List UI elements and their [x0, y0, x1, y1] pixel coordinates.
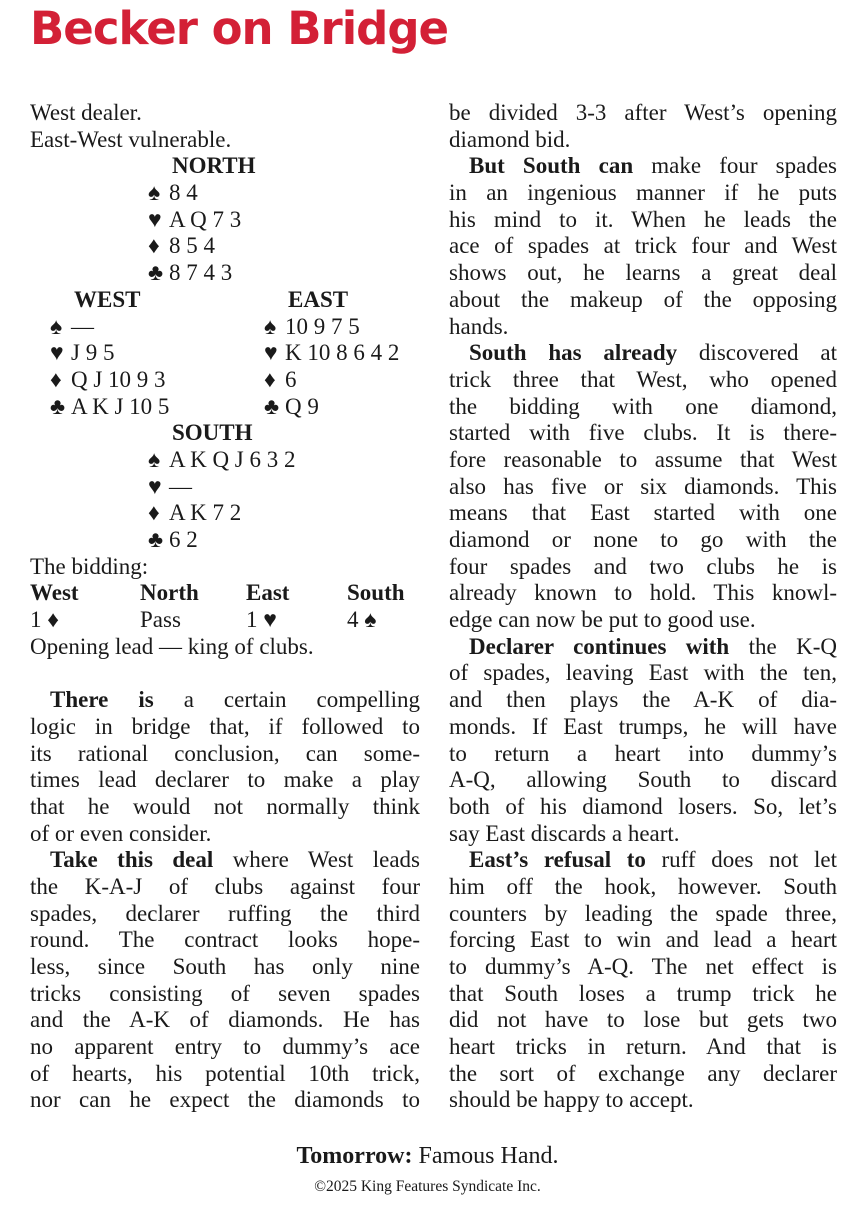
- west-spades: ♠ —: [50, 313, 94, 339]
- diamond-icon: ♦: [148, 233, 160, 259]
- tomorrow-label: Tomorrow:: [296, 1143, 413, 1169]
- bidding-label: The bidding:: [30, 553, 149, 579]
- bid-east: 1 ♥: [246, 607, 277, 633]
- south-label: SOUTH: [172, 420, 253, 446]
- left-column: [30, 100, 420, 1114]
- article-paragraph-6: East’s refusal to ruff does not let him off the hook, however. South counters by leading the spade three, forcing East to win and lead a heart to dummy’s A-Q. The net effect is that South loses a trump trick he did not have to lose but gets two heart tricks in return. And that is the sort of exchange any declarer should be happy to accept.: [449, 847, 837, 1113]
- article-paragraph-2: Take this deal where West leads the K-A-J of clubs against four spades, declarer ruffing the third round. The contract looks hope- less, since South has only nine tricks consisting of seven spades and the A-K of diamonds. He has no apparent entry to dummy’s ace of hearts, his potential 10th trick, nor can he expect the diamonds to: [30, 847, 420, 1113]
- spade-icon: ♠: [148, 180, 161, 206]
- west-hearts: ♥ J 9 5: [50, 340, 115, 366]
- club-icon: ♣: [148, 260, 164, 286]
- bidding-header-east: East: [246, 580, 290, 606]
- vulnerability-text: East-West vulnerable.: [30, 126, 232, 152]
- article-paragraph-1: There is a certain compelling logic in bridge that, if followed to its rational conclusion, can some- times lead declarer to make a play that he would not normally think of or even consider.: [30, 687, 420, 846]
- article-paragraph-5: Declarer continues with the K-Q of spades, leaving East with the ten, and then plays the A-K of dia- monds. If East trumps, he will have to return a heart into dummy’s A-Q, allowing South to discard both of his diamond losers. So, let’s say East discards a heart.: [449, 633, 837, 846]
- bid-west: 1 ♦: [30, 607, 59, 633]
- bidding-header-west: West: [30, 580, 79, 606]
- column-title: Becker on Bridge: [30, 2, 449, 55]
- heart-icon: ♥: [148, 206, 162, 232]
- deal-diagram: [30, 153, 420, 553]
- diamond-icon: ♦: [50, 366, 62, 392]
- tomorrow-text: Famous Hand.: [412, 1143, 559, 1169]
- south-hearts: ♥ —: [148, 473, 192, 499]
- north-spades: ♠ 8 4: [148, 180, 198, 206]
- opening-lead: Opening lead — king of clubs.: [30, 633, 314, 659]
- article-paragraph-2-continued: be divided 3-3 after West’s opening diamond bid.: [449, 100, 837, 152]
- heart-icon: ♥: [264, 340, 278, 366]
- spade-icon: ♠: [148, 446, 161, 472]
- right-column: [449, 100, 837, 1114]
- dealer-text: West dealer.: [30, 100, 142, 125]
- copyright-notice: ©2025 King Features Syndicate Inc.: [314, 1178, 541, 1195]
- east-clubs: ♣ Q 9: [264, 393, 319, 419]
- bid-north: Pass: [140, 607, 181, 633]
- west-diamonds: ♦ Q J 10 9 3: [50, 366, 166, 392]
- north-diamonds: ♦ 8 5 4: [148, 233, 215, 259]
- diamond-icon: ♦: [148, 500, 160, 526]
- club-icon: ♣: [148, 527, 164, 552]
- tomorrow-teaser: [0, 1143, 855, 1170]
- bid-south: 4 ♠: [347, 607, 377, 633]
- east-label: EAST: [288, 286, 349, 312]
- spade-icon: ♠: [50, 313, 63, 339]
- heart-icon: ♥: [148, 473, 162, 499]
- bidding-header-north: North: [140, 580, 199, 606]
- north-label: NORTH: [172, 153, 256, 179]
- east-diamonds: ♦ 6: [264, 366, 297, 392]
- south-diamonds: ♦ A K 7 2: [148, 500, 242, 526]
- bidding-table: [30, 580, 420, 633]
- south-spades: ♠ A K Q J 6 3 2: [148, 446, 296, 472]
- west-label: WEST: [74, 286, 141, 312]
- east-spades: ♠ 10 9 7 5: [264, 313, 360, 339]
- east-hearts: ♥ K 10 8 6 4 2: [264, 340, 400, 366]
- article-paragraph-3: But South can make four spades in an ingenious manner if he puts his mind to it. When he leads the ace of spades at trick four and West shows out, he learns a great deal about the makeup of the opposing hands.: [449, 153, 837, 339]
- club-icon: ♣: [264, 393, 280, 419]
- article-paragraph-4: South has already discovered at trick three that West, who opened the bidding with one diamond, started with five clubs. It is there- fore reasonable to assume that West also has five or six diamonds. This means that East started with one diamond or none to go with the four spades and two clubs he is already known to hold. This knowl- edge can now be put to good use.: [449, 340, 837, 633]
- north-hearts: ♥ A Q 7 3: [148, 206, 242, 232]
- club-icon: ♣: [50, 393, 66, 419]
- diamond-icon: ♦: [264, 366, 276, 392]
- heart-icon: ♥: [50, 340, 64, 366]
- spade-icon: ♠: [264, 313, 277, 339]
- north-clubs: ♣ 8 7 4 3: [148, 260, 233, 286]
- west-clubs: ♣ A K J 10 5: [50, 393, 170, 419]
- bidding-header-south: South: [347, 580, 405, 606]
- south-clubs: ♣ 6 2: [148, 527, 198, 552]
